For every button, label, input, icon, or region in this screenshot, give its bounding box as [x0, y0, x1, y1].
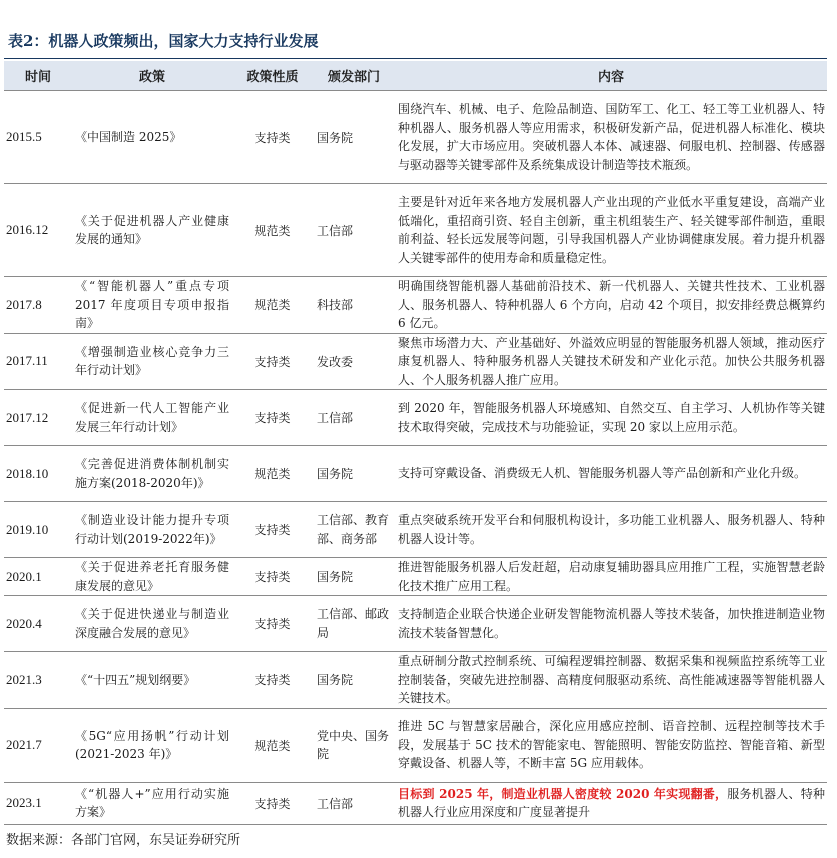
- row-dept: 科技部: [313, 277, 395, 334]
- row-time: 2019.10: [4, 502, 72, 558]
- content-rest: 服务机器人、特种机器人行业应用深度和广度显著提升: [398, 786, 825, 819]
- row-policy: 《关于促进机器人产业健康发展的通知》: [75, 213, 229, 246]
- row-nature: 规范类: [232, 446, 313, 502]
- row-content: 推进智能服务机器人后发赶超，启动康复辅助器具应用推广工程，实施智慧老龄化技术推广应用工程。: [398, 560, 825, 593]
- row-dept: 国务院: [313, 652, 395, 709]
- row-dept: 工信部: [313, 782, 395, 824]
- row-policy: 《关于促进养老托育服务健康发展的意见》: [75, 560, 229, 593]
- table-row: [4, 782, 827, 824]
- content-highlight: 目标到 2025 年，制造业机器人密度较 2020 年实现翻番，: [398, 786, 728, 801]
- row-time: 2017.8: [4, 277, 72, 334]
- row-dept: 国务院: [313, 558, 395, 596]
- row-time: 2020.4: [4, 596, 72, 652]
- row-dept: 国务院: [313, 91, 395, 184]
- row-time: 2021.3: [4, 652, 72, 709]
- row-dept: 发改委: [313, 333, 395, 390]
- table-title: 表2：机器人政策频出，国家大力支持行业发展: [8, 32, 319, 50]
- row-time: 2017.12: [4, 390, 72, 446]
- row-content: 推进 5C 与智慧家居融合，深化应用感应控制、语音控制、远程控制等技术手段，发展基于 5C 技术的智能家电、智能照明、智能安防监控、智能音箱、新型穿戴设备、机器人等，不断丰富 5G 应用载体。: [398, 719, 825, 771]
- row-content: 支持可穿戴设备、消费级无人机、智能服务机器人等产品创新和产业化升级。: [398, 466, 807, 481]
- row-policy: 《促进新一代人工智能产业发展三年行动计划》: [75, 401, 229, 434]
- table-row: [4, 596, 827, 652]
- row-policy: 《中国制造 2025》: [75, 129, 182, 144]
- source-note: 数据来源：各部门官网，东吴证券研究所: [6, 833, 241, 848]
- table-row: [4, 333, 827, 390]
- header-nature: 政策性质: [232, 61, 313, 91]
- row-nature: 支持类: [232, 333, 313, 390]
- row-dept: 工信部: [313, 184, 395, 277]
- row-nature: 规范类: [232, 184, 313, 277]
- row-policy: 《关于促进快递业与制造业深度融合发展的意见》: [75, 607, 229, 640]
- row-content: 围绕汽车、机械、电子、危险品制造、国防军工、化工、轻工等工业机器人、特种机器人、服务机器人等应用需求，积极研发新产品，促进机器人标准化、模块化发展，扩大市场应用。突破机器人本体、减速器、伺服电机、控制器、传感器与驱动器等关键零部件及系统集成设计制造等技术瓶颈。: [398, 102, 825, 172]
- row-nature: 支持类: [232, 502, 313, 558]
- row-dept: 国务院: [313, 446, 395, 502]
- row-dept: 党中央、国务院: [317, 728, 390, 761]
- row-time: 2016.12: [4, 184, 72, 277]
- row-policy: 《增强制造业核心竞争力三年行动计划》: [75, 344, 229, 378]
- row-policy: 《完善促进消费体制机制实施方案(2018-2020年)》: [75, 457, 229, 490]
- row-content: [395, 785, 827, 822]
- row-policy: 《“十四五”规划纲要》: [75, 672, 196, 687]
- header-policy: 政策: [72, 61, 232, 91]
- row-time: 2020.1: [4, 558, 72, 596]
- table-row: [4, 446, 827, 502]
- header-dept: 颁发部门: [313, 61, 395, 91]
- row-policy: 《“机器人+”应用行动实施方案》: [75, 786, 229, 819]
- row-nature: 支持类: [232, 652, 313, 709]
- row-policy: 《5G“应用扬帆”行动计划(2021-2023 年)》: [75, 728, 229, 761]
- row-time: 2015.5: [4, 91, 72, 184]
- row-policy: 《制造业设计能力提升专项行动计划(2019-2022年)》: [75, 513, 229, 546]
- row-content: 重点研制分散式控制系统、可编程逻辑控制器、数据采集和视频监控系统等工业控制装备，突破先进控制器、高精度伺服驱动系统、高性能减速器等智能机器人关键技术。: [398, 654, 825, 705]
- row-nature: 支持类: [232, 558, 313, 596]
- row-content: 支持制造企业联合快递企业研发智能物流机器人等技术装备，加快推进制造业物流技术装备智慧化。: [398, 607, 825, 640]
- table-row: [4, 390, 827, 446]
- row-content: 聚焦市场潜力大、产业基础好、外溢效应明显的智能服务机器人领域，推动医疗康复机器人、特种服务机器人关键技术研发和产业化示范。加快公共服务机器人、个人服务机器人推广应用。: [398, 335, 825, 387]
- row-content: 明确围绕智能机器人基础前沿技术、新一代机器人、关键共性技术、工业机器人、服务机器人、特种机器人 6 个方向，启动 42 个项目，拟安排经费总概算约 6 亿元。: [398, 279, 825, 330]
- row-nature: 支持类: [232, 91, 313, 184]
- table-row: [4, 277, 827, 334]
- table-row: [4, 708, 827, 782]
- table-row: [4, 652, 827, 709]
- row-content: 重点突破系统开发平台和伺服机构设计，多功能工业机器人、服务机器人、特种机器人设计等。: [398, 513, 825, 546]
- header-content: 内容: [395, 61, 827, 91]
- policy-table: [4, 61, 827, 825]
- row-time: 2021.7: [4, 708, 72, 782]
- row-nature: 支持类: [232, 596, 313, 652]
- table-row: [4, 558, 827, 596]
- table-header-row: [4, 61, 827, 91]
- row-content: 主要是针对近年来各地方发展机器人产业出现的产业低水平重复建设，高端产业低端化，重招商引资、轻自主创新，重主机组装生产、轻关键零部件制造，重眼前利益、轻长远发展等问题，引导我国机器人产业协调健康发展。着力提升机器人关键零部件的使用寿命和质量稳定性。: [398, 195, 825, 265]
- row-content: 到 2020 年，智能服务机器人环境感知、自然交互、自主学习、人机协作等关键技术取得突破，完成技术与功能验证，实现 20 家以上应用示范。: [398, 401, 825, 434]
- row-time: 2017.11: [4, 333, 72, 390]
- table-row: [4, 91, 827, 184]
- row-nature: 支持类: [232, 782, 313, 824]
- row-time: 2023.1: [4, 782, 72, 824]
- row-nature: 规范类: [232, 277, 313, 334]
- row-dept: 工信部、邮政局: [317, 607, 390, 640]
- table-row: [4, 184, 827, 277]
- row-time: 2018.10: [4, 446, 72, 502]
- row-dept: 工信部、教育部、商务部: [317, 513, 390, 546]
- row-nature: 规范类: [232, 708, 313, 782]
- row-dept: 工信部: [313, 390, 395, 446]
- title-divider: [4, 58, 827, 59]
- header-time: 时间: [4, 61, 72, 91]
- row-policy: 《“智能机器人”重点专项 2017 年度项目专项申报指南》: [75, 279, 229, 330]
- row-nature: 支持类: [232, 390, 313, 446]
- table-row: [4, 502, 827, 558]
